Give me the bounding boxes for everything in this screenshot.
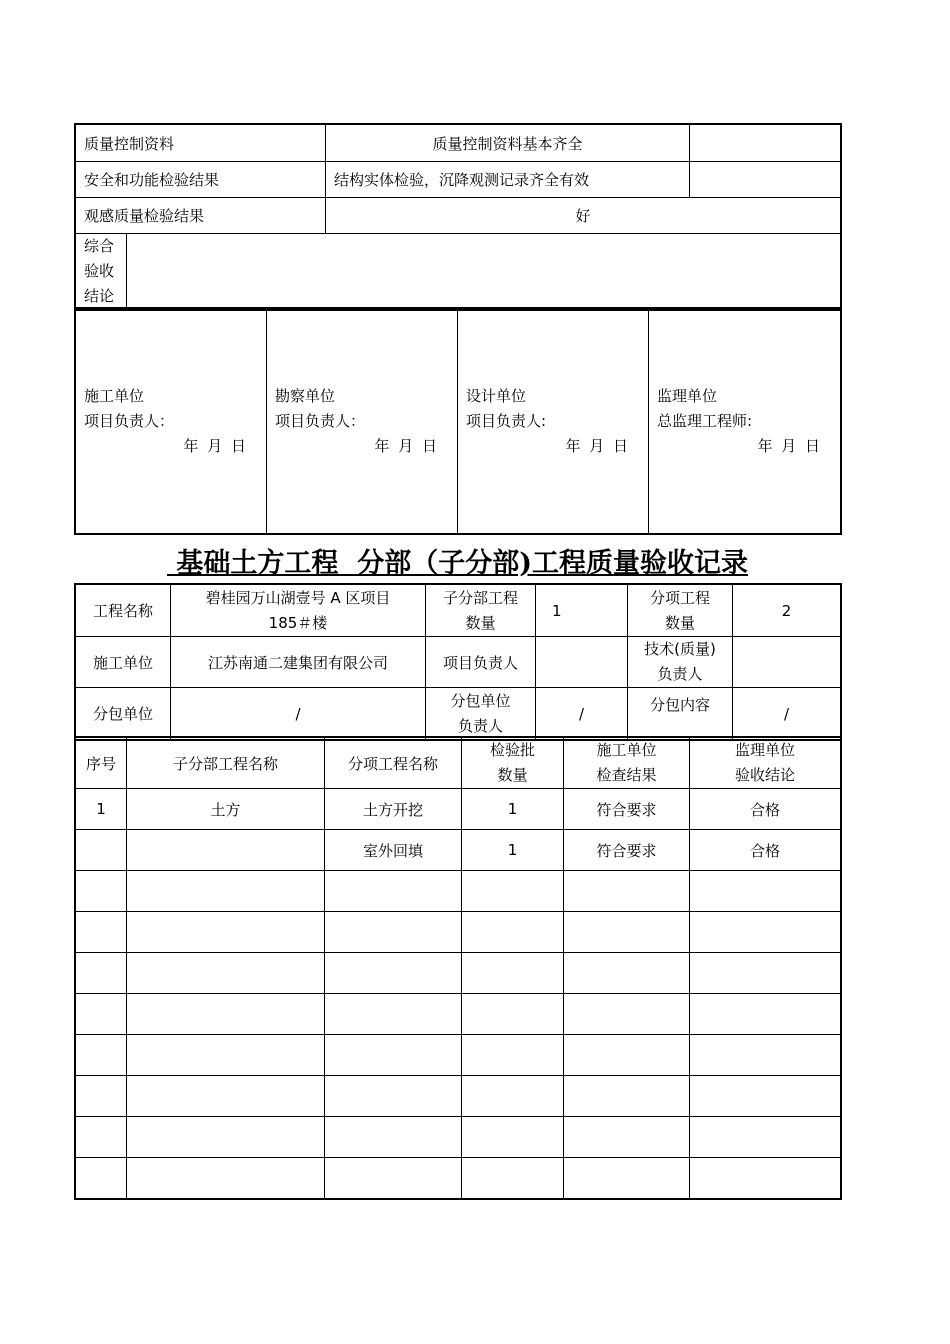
table-row-empty: [76, 953, 841, 994]
signature-date: 年 月 日: [757, 436, 822, 455]
project-name-line: 碧桂园万山湖壹号 A 区项目: [205, 588, 391, 607]
cell: [564, 953, 690, 994]
label-line: 负责人: [657, 665, 703, 683]
cell-construction-result: 符合要求: [564, 789, 690, 830]
construction-unit-value: 江苏南通二建集团有限公司: [171, 637, 426, 688]
cell: [76, 1076, 127, 1117]
table-row-empty: [76, 871, 841, 912]
signature-table: [75, 308, 841, 534]
signature-person: 项目负责人：: [84, 411, 175, 430]
table-row-empty: [76, 912, 841, 953]
cell: [127, 994, 325, 1035]
subcontract-content-value: /: [733, 688, 841, 740]
cell: [462, 1158, 564, 1199]
conclusion-label-line: 验收: [84, 262, 115, 280]
cell-supervision-result: 合格: [690, 830, 841, 871]
cell: [690, 1117, 841, 1158]
cell: [127, 912, 325, 953]
signature-date: 年 月 日: [183, 436, 248, 455]
label-line: 分项工程: [649, 588, 710, 607]
cell: [76, 1117, 127, 1158]
cell-construction-result: 符合要求: [564, 830, 690, 871]
cell: [462, 994, 564, 1035]
cell: [76, 1158, 127, 1199]
cell: [462, 1035, 564, 1076]
appearance-quality-label: 观感质量检验结果: [76, 198, 326, 234]
subcontract-unit-label: 分包单位: [76, 688, 171, 740]
header-seq: 序号: [76, 738, 127, 789]
subcontract-manager-label: [426, 688, 536, 740]
table-row-empty: [76, 994, 841, 1035]
cell-sub-name: [127, 830, 325, 871]
signature-person: 项目负责人:: [466, 411, 547, 430]
table-row-empty: [76, 1035, 841, 1076]
cell: [76, 912, 127, 953]
signature-cell-supervision: [649, 309, 841, 534]
cell-item-name: 室外回填: [325, 830, 462, 871]
document-title: 基础土方工程 分部（子分部)工程质量验收记录: [167, 548, 748, 579]
header-item-name: 分项工程名称: [325, 738, 462, 789]
cell: [76, 994, 127, 1035]
cell: [325, 953, 462, 994]
project-manager-label: 项目负责人: [426, 637, 536, 688]
signature-unit: 勘察单位: [275, 386, 336, 405]
cell-batch-count: 1: [462, 789, 564, 830]
cell: [76, 871, 127, 912]
cell: [564, 1117, 690, 1158]
cell-sub-name: 土方: [127, 789, 325, 830]
cell: [325, 1035, 462, 1076]
item-count-label: [628, 585, 733, 637]
cell: [564, 1158, 690, 1199]
subcontract-manager-value: /: [536, 688, 628, 740]
cell: [690, 1158, 841, 1199]
table-row-empty: [76, 1117, 841, 1158]
label-line: 检查结果: [596, 766, 657, 784]
cell: [690, 1076, 841, 1117]
cell: [127, 1076, 325, 1117]
signature-cell-construction: [76, 309, 267, 534]
header-supervision-result: [690, 738, 841, 789]
cell: [564, 1076, 690, 1117]
conclusion-label: [76, 234, 127, 310]
project-name-label: 工程名称: [76, 585, 171, 637]
cell: [462, 912, 564, 953]
label-line: 验收结论: [734, 766, 795, 784]
project-info-table: [75, 584, 841, 740]
label-line: 监理单位: [734, 741, 795, 759]
label-line: 施工单位: [596, 741, 657, 759]
cell: [325, 994, 462, 1035]
cell: [76, 953, 127, 994]
cell: [462, 1076, 564, 1117]
subcontract-unit-value: /: [171, 688, 426, 740]
cell: [564, 994, 690, 1035]
cell: [564, 1035, 690, 1076]
cell: [325, 1158, 462, 1199]
label-line: 子分部工程: [442, 588, 518, 607]
cell-batch-count: 1: [462, 830, 564, 871]
sub-division-count-value: 1: [536, 585, 628, 637]
appearance-quality-content: 好: [326, 198, 841, 234]
cell: [325, 1117, 462, 1158]
project-name-value: [171, 585, 426, 637]
label-line: 数量: [465, 613, 496, 632]
cell: [690, 871, 841, 912]
conclusion-content: [127, 234, 841, 310]
cell: [325, 1076, 462, 1117]
label-line: 数量: [497, 766, 528, 784]
cell: [127, 1158, 325, 1199]
cell: [564, 871, 690, 912]
conclusion-label-line: 综合: [84, 237, 115, 255]
quality-control-label: 质量控制资料: [76, 125, 326, 162]
safety-function-label: 安全和功能检验结果: [76, 162, 326, 198]
cell-seq: 1: [76, 789, 127, 830]
quality-control-remark: [690, 125, 841, 162]
cell-item-name: 土方开挖: [325, 789, 462, 830]
signature-unit: 监理单位: [657, 386, 718, 405]
sub-division-count-label: [426, 585, 536, 637]
safety-function-content: 结构实体检验，沉降观测记录齐全有效: [326, 162, 690, 198]
cell: [325, 871, 462, 912]
cell: [462, 1117, 564, 1158]
tech-manager-value: [733, 637, 841, 688]
table-row-empty: [76, 1076, 841, 1117]
signature-unit: 施工单位: [84, 386, 145, 405]
cell: [462, 953, 564, 994]
header-sub-name: 子分部工程名称: [127, 738, 325, 789]
cell: [127, 953, 325, 994]
cell: [76, 1035, 127, 1076]
signature-person: 总监理工程师:: [657, 411, 753, 430]
cell: [690, 994, 841, 1035]
label-line: 分包单位: [450, 691, 511, 710]
acceptance-summary-table: [75, 124, 841, 310]
cell: [127, 1117, 325, 1158]
subcontract-content-label: 分包内容: [628, 688, 733, 740]
label-line: 技术(质量): [644, 640, 716, 658]
cell: [564, 912, 690, 953]
header-construction-result: [564, 738, 690, 789]
item-count-value: 2: [733, 585, 841, 637]
cell: [127, 1035, 325, 1076]
project-name-line: 185＃楼: [268, 613, 328, 632]
tech-manager-label: [628, 637, 733, 688]
safety-function-remark: [690, 162, 841, 198]
table-row: [76, 789, 841, 830]
cell: [325, 912, 462, 953]
conclusion-label-line: 结论: [84, 287, 115, 305]
table-row: [76, 830, 841, 871]
cell: [462, 871, 564, 912]
label-line: 检验批: [489, 741, 535, 759]
quality-control-content: 质量控制资料基本齐全: [326, 125, 690, 162]
label-line: 负责人: [457, 716, 503, 735]
header-batch-count: [462, 738, 564, 789]
signature-person: 项目负责人：: [275, 411, 366, 430]
cell: [690, 912, 841, 953]
signature-cell-design: [458, 309, 649, 534]
cell: [127, 871, 325, 912]
table-row-empty: [76, 1158, 841, 1199]
cell-supervision-result: 合格: [690, 789, 841, 830]
signature-cell-survey: [267, 309, 458, 534]
item-detail-table: [75, 737, 841, 1199]
cell: [690, 1035, 841, 1076]
cell-seq: [76, 830, 127, 871]
project-manager-value: [536, 637, 628, 688]
construction-unit-label: 施工单位: [76, 637, 171, 688]
signature-date: 年 月 日: [374, 436, 439, 455]
signature-date: 年 月 日: [565, 436, 630, 455]
label-line: 数量: [664, 613, 695, 632]
signature-unit: 设计单位: [466, 386, 527, 405]
cell: [690, 953, 841, 994]
